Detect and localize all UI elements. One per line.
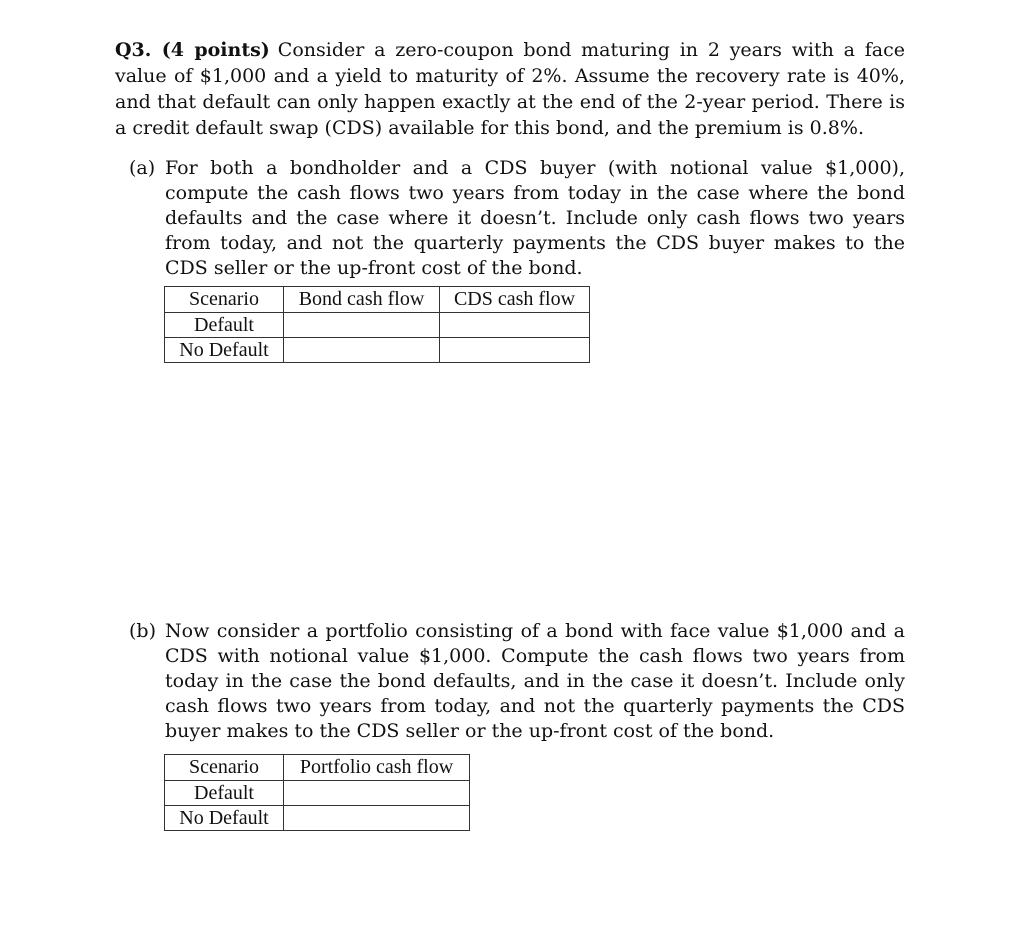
table-row <box>165 338 590 363</box>
part-a-text: For both a bondholder and a CDS buyer (with notional value $1,000), compute the cash flows two years from today in the case where the bond defaults and the case where it doesn’t. Include only cash flows two years from today, and not the quarterly payments the CDS buyer makes to the CDS seller or the up-front cost of the bond. <box>165 157 905 279</box>
part-b <box>129 619 905 744</box>
part-b-answer-table <box>164 754 470 831</box>
question-text: Consider a zero-coupon bond maturing in 2 years with a face value of $1,000 and a yield to maturity of 2%. Assume the recovery rate is 40%, and that default can only happen exactly at the end of the 2-year period. There is a credit default swap (CDS) available for this bond, and the premium is 0.8%. <box>115 39 905 139</box>
part-b-label: (b) <box>129 620 156 642</box>
header-scenario: Scenario <box>165 287 284 313</box>
header-portfolio-cash-flow: Portfolio cash flow <box>284 755 470 781</box>
table-header-row <box>165 287 590 313</box>
table-header-row <box>165 755 470 781</box>
scenario-no-default: No Default <box>165 806 284 831</box>
answer-cell-portfolio-default[interactable] <box>284 781 470 806</box>
question-statement <box>115 37 905 141</box>
part-b-text: Now consider a portfolio consisting of a bond with face value $1,000 and a CDS with notional value $1,000. Compute the cash flows two years from today in the case the bond defaults, and in the case it doesn’t. Include only cash flows two years from today, and not the quarterly payments the CDS buyer makes to the CDS seller or the up-front cost of the bond. <box>165 620 905 742</box>
question-heading: Q3. (4 points) <box>115 39 270 61</box>
answer-cell-cds-no-default[interactable] <box>440 338 590 363</box>
scenario-no-default: No Default <box>165 338 284 363</box>
part-a <box>129 156 905 281</box>
part-a-label: (a) <box>129 157 156 179</box>
scenario-default: Default <box>165 781 284 806</box>
header-scenario: Scenario <box>165 755 284 781</box>
answer-cell-portfolio-no-default[interactable] <box>284 806 470 831</box>
part-a-answer-table <box>164 286 590 363</box>
table-row <box>165 781 470 806</box>
table-row <box>165 806 470 831</box>
answer-cell-cds-default[interactable] <box>440 313 590 338</box>
table-row <box>165 313 590 338</box>
scenario-default: Default <box>165 313 284 338</box>
answer-cell-bond-no-default[interactable] <box>284 338 440 363</box>
header-cds-cash-flow: CDS cash flow <box>440 287 590 313</box>
header-bond-cash-flow: Bond cash flow <box>284 287 440 313</box>
answer-cell-bond-default[interactable] <box>284 313 440 338</box>
